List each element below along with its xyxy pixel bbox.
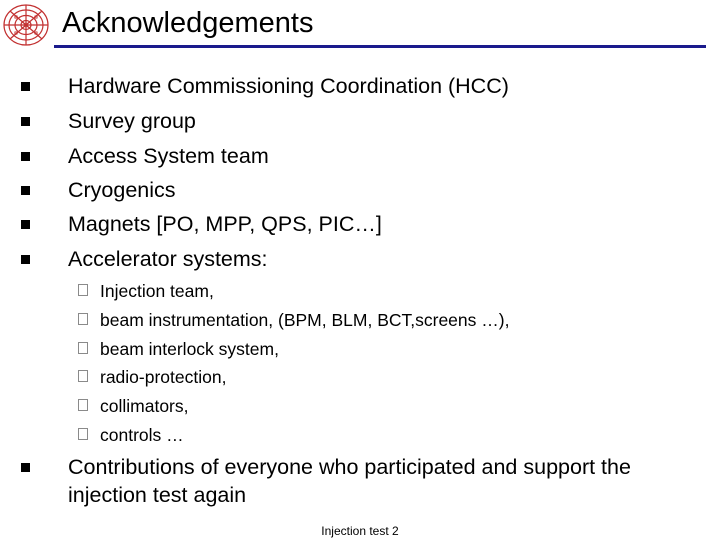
checkbox-bullet-icon xyxy=(78,399,88,411)
footer-text: Injection test 2 xyxy=(321,524,399,538)
checkbox-bullet-icon xyxy=(78,342,88,354)
square-bullet-icon xyxy=(21,117,30,126)
sub-bullet-text: controls … xyxy=(100,425,184,445)
sub-bullet-text: radio-protection, xyxy=(100,367,227,387)
title-underline xyxy=(54,45,706,48)
sub-bullet-text: Injection team, xyxy=(100,281,214,301)
bullet-text: Contributions of everyone who participated and support the injection test again xyxy=(68,455,631,507)
slide-title: Acknowledgements xyxy=(62,7,314,39)
sub-bullet-text: beam instrumentation, (BPM, BLM, BCT,screens …), xyxy=(100,310,510,330)
bullet-text: Accelerator systems: xyxy=(68,247,268,271)
checkbox-bullet-icon xyxy=(78,428,88,440)
checkbox-bullet-icon xyxy=(78,370,88,382)
sub-bullet-text: beam interlock system, xyxy=(100,339,279,359)
bullet-text: Survey group xyxy=(68,109,196,133)
checkbox-bullet-icon xyxy=(78,284,88,296)
square-bullet-icon xyxy=(21,152,30,161)
square-bullet-icon xyxy=(21,186,30,195)
square-bullet-icon xyxy=(21,82,30,91)
square-bullet-icon xyxy=(21,255,30,264)
checkbox-bullet-icon xyxy=(78,313,88,325)
cern-logo-icon xyxy=(2,3,50,47)
bullet-text: Cryogenics xyxy=(68,178,176,202)
square-bullet-icon xyxy=(21,463,30,472)
square-bullet-icon xyxy=(21,220,30,229)
sub-bullet-text: collimators, xyxy=(100,396,189,416)
bullet-text: Magnets [PO, MPP, QPS, PIC…] xyxy=(68,212,382,236)
bullet-text: Hardware Commissioning Coordination (HCC) xyxy=(68,74,509,98)
bullet-text: Access System team xyxy=(68,144,269,168)
